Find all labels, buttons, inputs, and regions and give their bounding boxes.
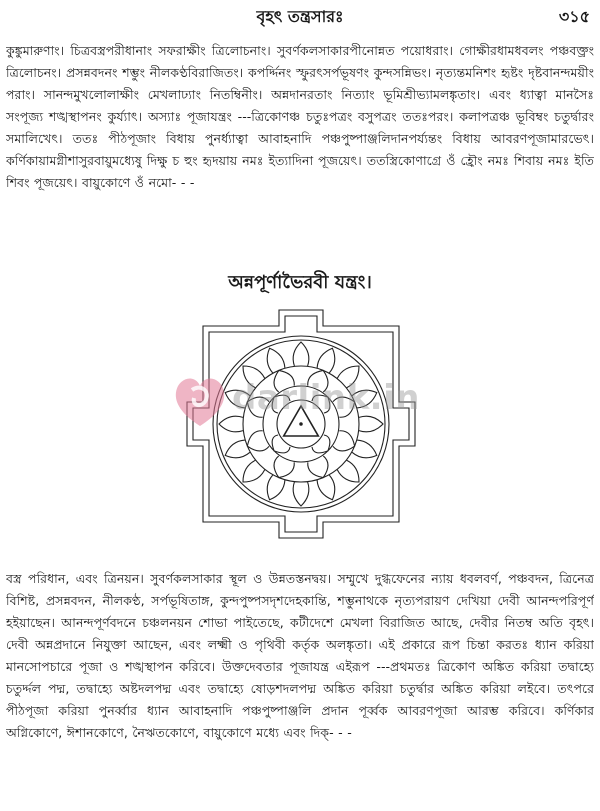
watermark-text: darlink.in (232, 378, 420, 418)
petal-sixteen (293, 482, 309, 506)
petal-sixteen (243, 460, 265, 482)
petal-eight (333, 431, 355, 451)
petal-eight (308, 456, 328, 478)
petal-eight (247, 431, 269, 451)
running-title: বৃহৎ তন্ত্রসারঃ (256, 7, 344, 26)
petal-sixteen (337, 460, 359, 482)
body-paragraph-bengali: বস্ত্র পরিধান, এবং ত্রিনয়ন। সুবর্ণকলসাকার স্থূল ও উন্নতস্তনদ্বয়। সম্মুখে দুগ্ধফেনের ন্যায় ধবলবর্ণ, পঞ্চবদন, ত্রিনেত্র বিশিষ্ট, প্রসন্নবদন, নীলকণ্ঠ, সর্পভূষিতাঙ্গ, কুন্দপুষ্পসদৃশদেহকান্তি, শম্ভুনাথকে নৃত্যপরায়ণ দেখিয়া দেবী আনন্দপরিপূর্ণ হইয়াছেন। আনন্দপূর্ণবদনে চঞ্চলনয়ন শোভা পাইতেছে, কটীদেশে মেখলা বিরাজিত আছে, দেবীর নিতম্ব অতি বৃহৎ। দেবী অন্নপ্রদানে নিযুক্তা আছেন, এবং লক্ষ্মী ও পৃথিবী কর্তৃক অলঙ্কৃতা। এই প্রকারে রূপ চিন্তা করতঃ ধ্যান করিয়া মানসোপচারে পূজা ও শঙ্খস্থাপন করিবে। উক্তদেবতার পূজাযন্ত্র এইরূপ ---প্রথমতঃ ত্রিকোণ অঙ্কিত করিয়া তদ্বাহ্যে চতুর্দ্দল পদ্ম, তদ্বাহ্যে অষ্টদলপদ্ম এবং তদ্বাহ্যে ষোড়শদলপদ্ম অঙ্কিত করিয়া চতুর্দ্বার অঙ্কিত করিয়া লইবে। তৎপরে পীঠপূজা করিয়া পুনর্ব্বার ধ্যান আবাহনাদি পঞ্চপুষ্পাঞ্জলি প্রদান পূর্ব্বক আবরণপূজা আরম্ভ করিবে। কর্ণিকার অগ্নিকোণে, ঈশানকোণে, নৈঋতকোণে, বায়ুকোণে মধ্যে এবং দিক্- - - (6, 571, 594, 740)
watermark (170, 372, 420, 432)
page-header (0, 0, 600, 32)
page-number: ৩১৫ (558, 7, 590, 26)
body-paragraph-sanskrit: কুঙ্কুমারুণাং। চিত্রবস্ত্রপরীধানাং সফরাক্ষীং ত্রিলোচনাং। সুবর্ণকলসাকারপীনোন্নত পয়োধরাং। গোক্ষীরধামধবলং পঞ্চবক্ত্রং ত্রিলোচনং। প্রসন্নবদনং শম্ভুং নীলকণ্ঠবিরাজিতং। কপর্দ্দিনং স্ফুরৎসর্পভূষণং কুন্দসন্নিভং। নৃত্যন্তমনিশং হৃষ্টং দৃষ্টবানন্দময়ীং পরাং। সানন্দমুখলোলাক্ষীং মেখলাঢ্যাং নিতম্বিনীং। অন্নদানরতাং নিত্যাং ভূমিশ্রীভ্যামলঙ্কৃতাং। এবং ধ্যাত্বা মানসৈঃ সংপূজ্য শঙ্খস্থাপনং কুর্য্যাৎ। অস্যাঃ পূজাযন্ত্রং ---ত্রিকোণঞ্চ চতুঃপত্রং বসুপত্রং ততঃপরং। কলাপত্রঞ্চ ভূবিম্বং চতুর্দ্বারং সমালিখেৎ। ততঃ পীঠপূজাং বিধায় পুনর্ধ্যাত্বা আবাহনাদি পঞ্চপুষ্পাঞ্জলিদানপর্য্যন্তং বিধায় আবরণপূজামারভেৎ। কর্ণিকায়ামগ্নীশাসুরবায়ুমধ্যেষু দিক্ষু চ হুং হৃদয়ায় নমঃ ইত্যাদিনা পূজয়েৎ। ততস্ত্রিকোণাগ্রে ওঁ হ্রৌং নমঃ শিবায় নমঃ ইতি শিবং পূজয়েৎ। বায়ুকোণে ওঁ নমো- - - (6, 43, 594, 190)
petal-eight (274, 456, 294, 478)
watermark-logo-icon (170, 372, 230, 430)
petal-sixteen (293, 342, 309, 366)
yantra-title: অন্নপূর্ণাভৈরবী যন্ত্রং। (228, 272, 372, 293)
